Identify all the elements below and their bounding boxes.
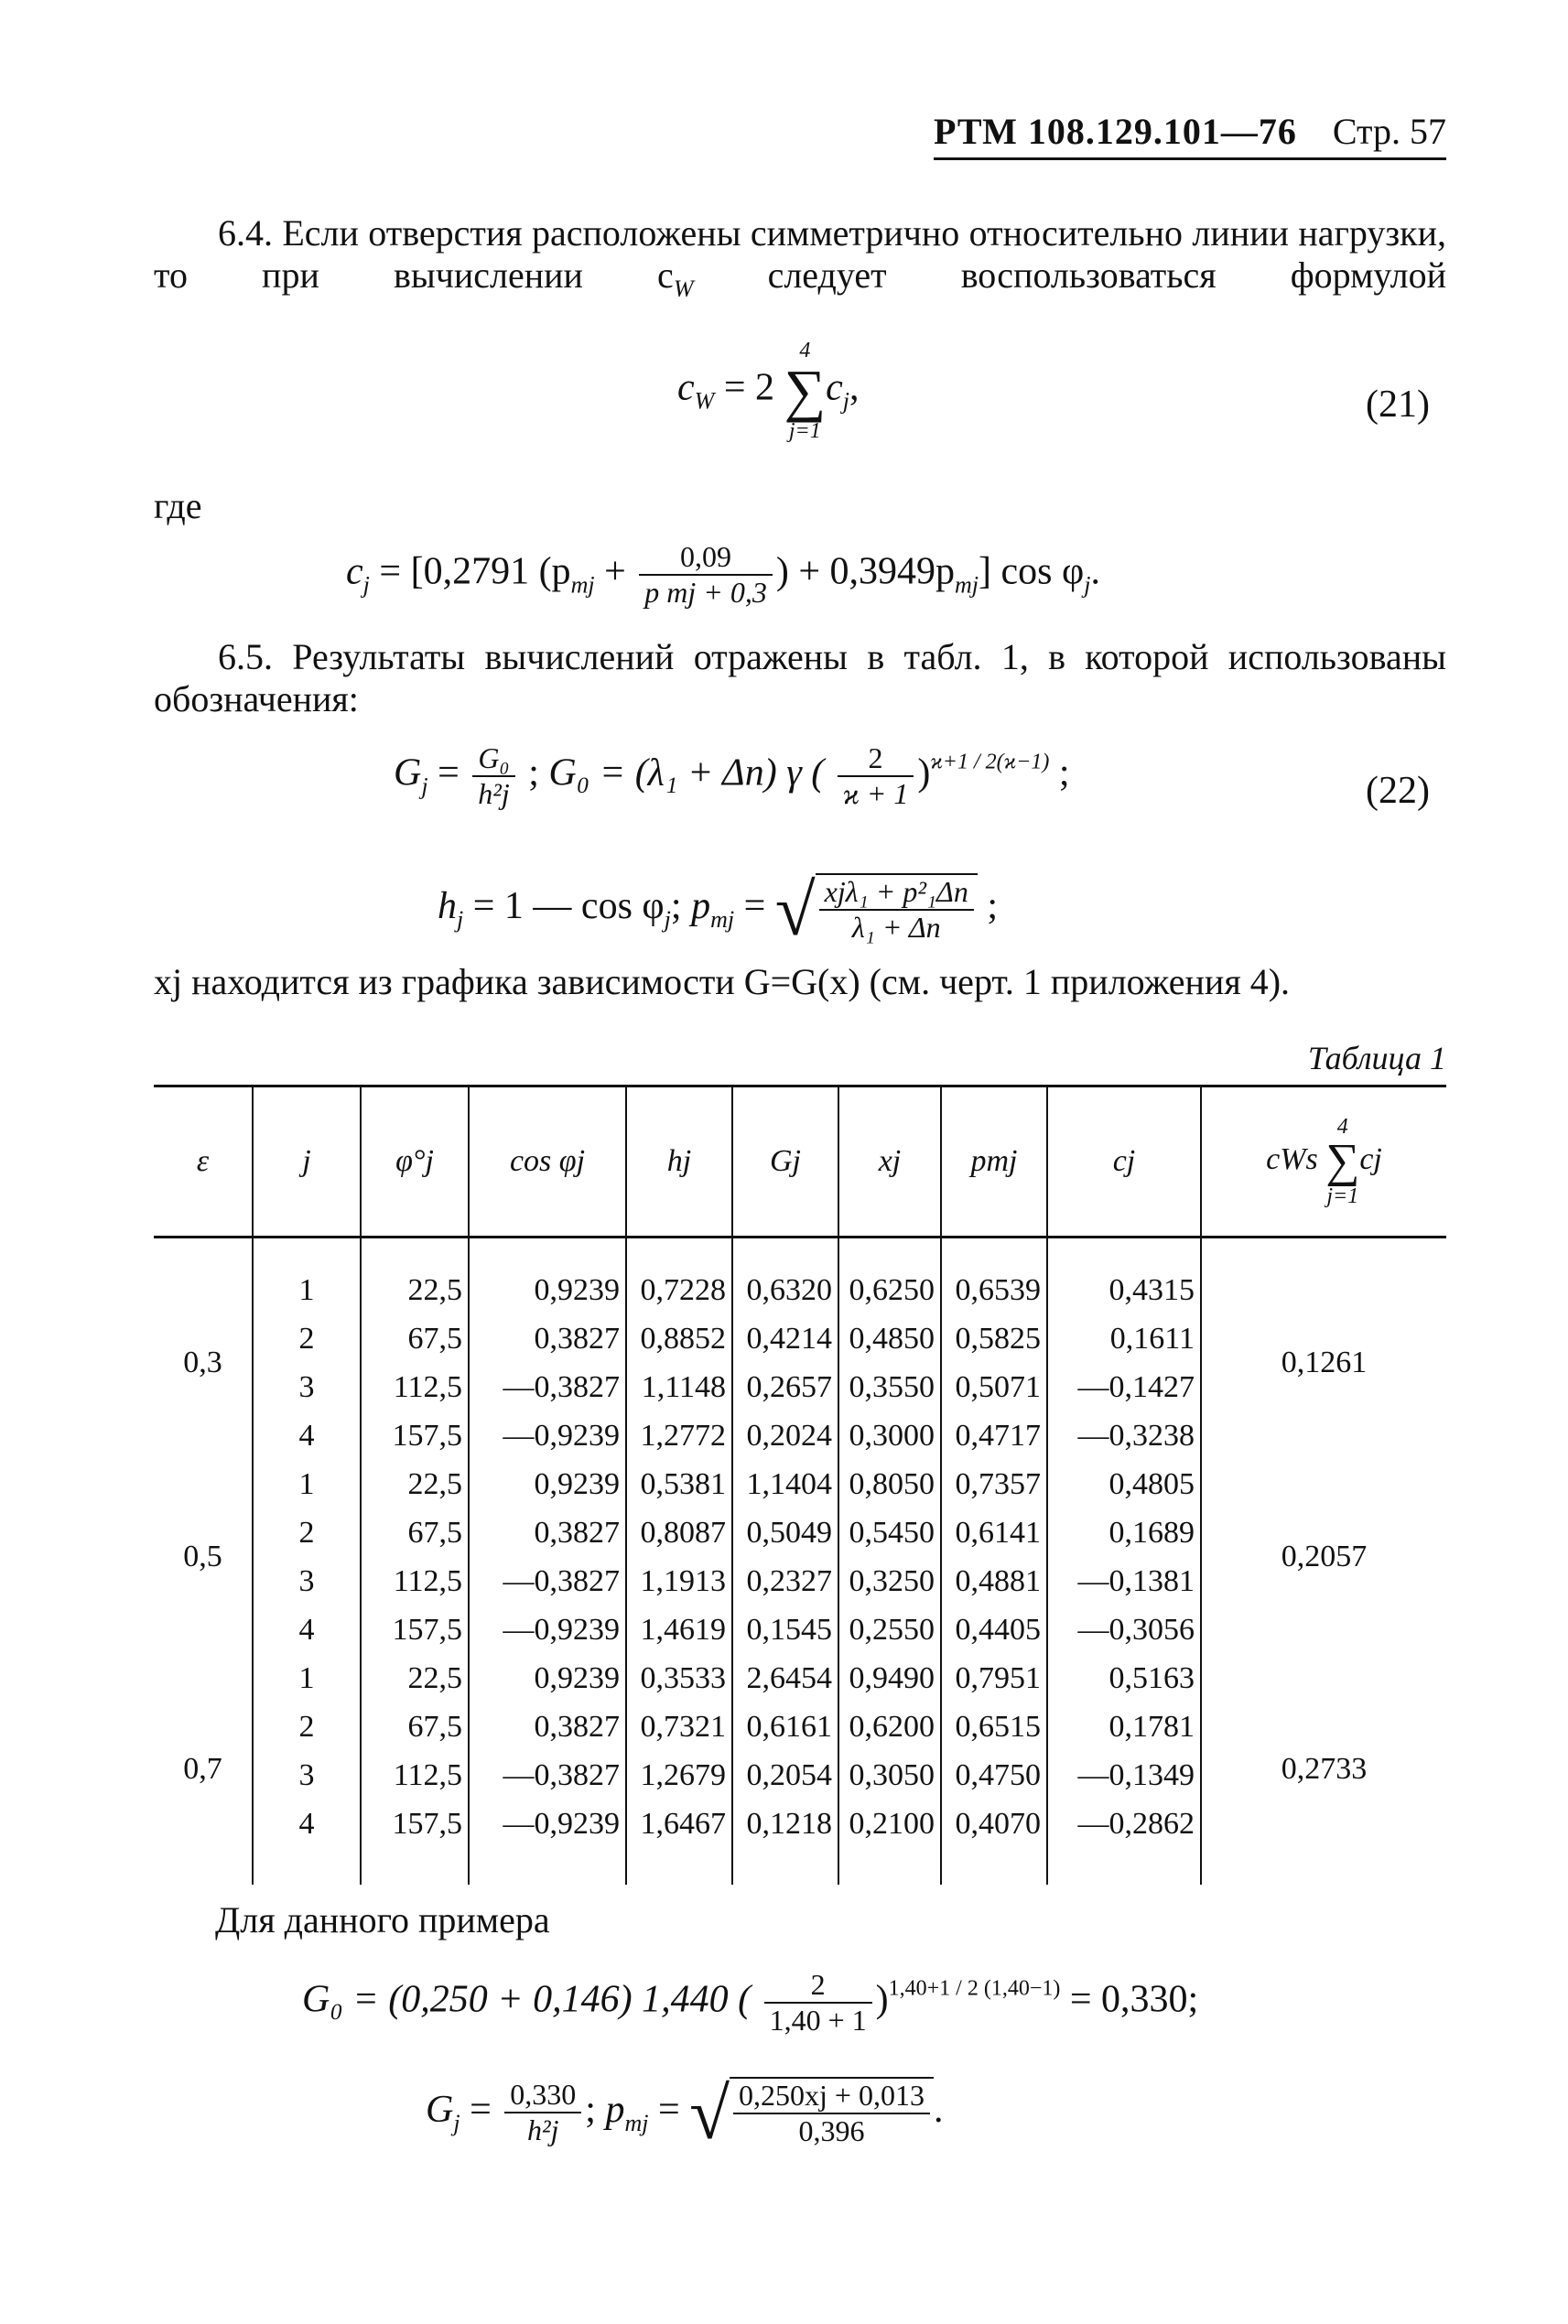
col-phi: φ°j: [361, 1086, 469, 1238]
formula-g0-ex-den: 1,40 + 1: [769, 2004, 867, 2037]
formula-22-fraction-2: [838, 741, 914, 811]
formula-pmj-semi: ;: [977, 885, 998, 927]
col-cw-sum-top: 4: [1336, 1115, 1348, 1139]
formula-21-eq: = 2: [714, 366, 775, 409]
table-cell: —0,9239: [469, 1411, 626, 1460]
table-body: [154, 1238, 1446, 1886]
table-cell: 0,8087: [626, 1508, 732, 1557]
col-cw: [1201, 1086, 1446, 1238]
formula-21-tail: ,: [849, 366, 860, 409]
formula-22-paren: ): [917, 751, 931, 794]
formula-gj-ex-lhs: G: [426, 2089, 454, 2131]
formula-g0-ex-lhs: G₀ = (0,250 + 0,146) 1,440 (: [302, 1978, 752, 2021]
table-cell: —0,3056: [1047, 1605, 1201, 1654]
table-cell: 0,6250: [838, 1238, 941, 1315]
table-cell: 0,9239: [469, 1654, 626, 1702]
table-cell: 0,5825: [941, 1314, 1047, 1363]
formula-gj-ex-sub: j: [453, 2110, 460, 2136]
formula-g0-ex-result: = 0,330;: [1060, 1978, 1199, 2021]
table-cell: —0,1349: [1047, 1751, 1201, 1800]
formula-cj-frac-num: 0,09: [639, 540, 773, 576]
table-cell: 1,1148: [626, 1363, 732, 1411]
col-pmj: pmj: [941, 1086, 1047, 1238]
eps-cell: 0,5: [183, 1540, 222, 1573]
table-cell: 0,4717: [941, 1411, 1047, 1460]
formula-pmj-ex-dot: .: [933, 2089, 944, 2131]
table-cell: 1: [253, 1654, 361, 1702]
formula-cj-rest: ) + 0,3949p: [775, 550, 956, 593]
formula-21-lhs: c: [677, 366, 695, 409]
table-cell: 2: [253, 1702, 361, 1751]
formula-22-gj-sub: j: [421, 773, 428, 800]
formula-cj-frac-den: p mj + 0,3: [644, 576, 767, 609]
table-cell: 1,1404: [732, 1460, 838, 1508]
table-cell: 0,9239: [469, 1460, 626, 1508]
paragraph-6-4-sub: W: [673, 276, 694, 302]
table-cell: 0,5450: [838, 1508, 941, 1557]
table-cell: 1: [253, 1460, 361, 1508]
table-cell: 112,5: [361, 1363, 469, 1411]
table-cell: 1,2679: [626, 1751, 732, 1800]
table-cell: 1,6467: [626, 1800, 732, 1885]
formula-pmj-num: xjλ₁ + p²₁Δn: [819, 875, 974, 911]
table-cell: —0,3827: [469, 1751, 626, 1800]
table-cell: 0,3000: [838, 1411, 941, 1460]
sigma-glyph: ∑: [784, 358, 827, 423]
formula-hj-pmj: [438, 870, 998, 953]
formula-21-lhs-sub: W: [694, 387, 715, 415]
formula-g0-ex-num: 2: [764, 1968, 872, 2004]
where-label: где: [154, 485, 202, 526]
table-cell: 0,2054: [732, 1751, 838, 1800]
table-cell: 3: [253, 1557, 361, 1605]
formula-22-sep: ;: [518, 751, 549, 794]
table-cell: —0,3827: [469, 1363, 626, 1411]
formula-pmj-ex-sub: mj: [624, 2110, 649, 2136]
cw-cell: 0,1261: [1201, 1238, 1446, 1461]
col-gj: Gj: [732, 1086, 838, 1238]
table-cell: 22,5: [361, 1654, 469, 1702]
formula-cj-fraction: [639, 540, 773, 610]
formula-gj-ex-semi: ;: [585, 2089, 606, 2131]
table-cell: —0,3827: [469, 1557, 626, 1605]
table-cell: 2: [253, 1508, 361, 1557]
col-cw-sum: [1325, 1115, 1359, 1208]
table-cell: 0,3827: [469, 1314, 626, 1363]
table-cell: 0,3827: [469, 1508, 626, 1557]
table-cell: 0,5071: [941, 1363, 1047, 1411]
table-cell: 112,5: [361, 1751, 469, 1800]
sum-bottom: j=1: [788, 419, 821, 443]
formula-g0-ex-exponent: 1,40+1 / 2 (1,40−1): [888, 1976, 1061, 2001]
formula-hj-lhs: h: [438, 885, 457, 927]
formula-gj-ex-eq: =: [460, 2089, 502, 2131]
table-cell: 0,4214: [732, 1314, 838, 1363]
sum-top: 4: [799, 339, 811, 362]
table-cell: —0,2862: [1047, 1800, 1201, 1885]
table-cell: 112,5: [361, 1557, 469, 1605]
col-cw-label: cWs: [1266, 1141, 1318, 1176]
paragraph-xj: xj находится из графика зависимости G=G(x) (см. черт. 1 приложения 4).: [154, 961, 1291, 1002]
table-cell: 22,5: [361, 1460, 469, 1508]
formula-cj-dot: .: [1090, 550, 1100, 593]
formula-pmj-ex-fraction: [733, 2079, 930, 2148]
formula-21-term: c: [826, 366, 843, 409]
table-cell: 0,3250: [838, 1557, 941, 1605]
table-cell: 0,2327: [732, 1557, 838, 1605]
table-cell: 0,6320: [732, 1238, 838, 1315]
table-cell: 1,4619: [626, 1605, 732, 1654]
table-cell: 0,1545: [732, 1605, 838, 1654]
col-j: j: [253, 1086, 361, 1238]
table-cell: —0,9239: [469, 1605, 626, 1654]
table-cell: 157,5: [361, 1800, 469, 1885]
sqrt-symbol-example: √: [689, 2074, 730, 2155]
table-cell: 0,2657: [732, 1363, 838, 1411]
formula-cj-end-sub: j: [1084, 571, 1091, 599]
cw-cell: 0,2057: [1201, 1460, 1446, 1654]
paragraph-6-5: 6.5. Результаты вычислений отражены в табл. 1, в которой использованы обозначения:: [154, 636, 1446, 719]
table-cell: 2: [253, 1314, 361, 1363]
page-header: [934, 110, 1446, 153]
table-row: [154, 1654, 1446, 1702]
formula-pmj-ex-den: 0,396: [798, 2114, 865, 2148]
formula-cj-plus: +: [594, 550, 636, 593]
formula-pmj-lhs: p: [691, 885, 711, 927]
col-cw-sigma-glyph: ∑: [1325, 1135, 1360, 1187]
paragraph-6-4: [154, 212, 1446, 310]
formula-22-gj: G: [394, 751, 422, 794]
formula-g0-example: [302, 1968, 1198, 2038]
header-rule: [934, 157, 1446, 160]
table-cell: 0,2024: [732, 1411, 838, 1460]
table-cell: 0,7228: [626, 1238, 732, 1315]
table-cell: 0,1611: [1047, 1314, 1201, 1363]
table-cell: 0,9490: [838, 1654, 941, 1702]
table-cell: 0,3550: [838, 1363, 941, 1411]
table-cell: 157,5: [361, 1605, 469, 1654]
formula-hj-eq-sub: j: [664, 906, 671, 933]
col-cw-sum-bottom: j=1: [1326, 1184, 1359, 1208]
table-cell: 1: [253, 1238, 361, 1315]
table-cell: 0,7951: [941, 1654, 1047, 1702]
equation-number-21: (21): [1366, 384, 1430, 426]
paragraph-6-4-text: 6.4. Если отверстия расположены симметрично относительно линии нагрузки, то при вычислении c: [154, 212, 1446, 296]
table-cell: 0,1781: [1047, 1702, 1201, 1751]
table-cell: 0,6539: [941, 1238, 1047, 1315]
table-cell: 0,1218: [732, 1800, 838, 1885]
table-cell: —0,9239: [469, 1800, 626, 1885]
formula-22-exponent: ϰ+1 / 2(ϰ−1): [930, 750, 1050, 774]
formula-22-f1-den: h²j: [478, 777, 510, 810]
table-cell: 0,7321: [626, 1702, 732, 1751]
table-cell: 0,2550: [838, 1605, 941, 1654]
col-cos-phi: cos φj: [469, 1086, 626, 1238]
table-cell: 0,9239: [469, 1238, 626, 1315]
table-cell: 0,4805: [1047, 1460, 1201, 1508]
formula-pmj-ex-eq: =: [648, 2089, 690, 2131]
formula-22-semi: ;: [1049, 751, 1070, 794]
table-cell: 0,6161: [732, 1702, 838, 1751]
table-cell: —0,3238: [1047, 1411, 1201, 1460]
formula-pmj-den: λ₁ + Δn: [851, 911, 941, 945]
table-row: [154, 1460, 1446, 1508]
formula-cj-end: ] cos φ: [979, 550, 1085, 593]
formula-pmj-fraction: [819, 875, 974, 945]
table-cell: 67,5: [361, 1508, 469, 1557]
formula-gj-ex-fraction: [504, 2078, 581, 2147]
table-caption: Таблица 1: [1307, 1040, 1446, 1076]
table-cell: 0,3827: [469, 1702, 626, 1751]
col-xj: xj: [838, 1086, 941, 1238]
table-cell: 0,1689: [1047, 1508, 1201, 1557]
formula-pmj-eq: =: [734, 885, 775, 927]
table-cell: 0,3533: [626, 1654, 732, 1702]
table-cell: 22,5: [361, 1238, 469, 1315]
formula-gj-example: [426, 2073, 943, 2156]
formula-pmj-ex-lhs: p: [605, 2089, 625, 2131]
table-cell: 67,5: [361, 1314, 469, 1363]
page-number: Стр. 57: [1332, 111, 1446, 152]
table-cell: 0,8050: [838, 1460, 941, 1508]
table-row: [154, 1238, 1446, 1315]
table-cell: 0,4070: [941, 1800, 1047, 1885]
sqrt-body-example: [730, 2077, 934, 2148]
table-cell: 1,2772: [626, 1411, 732, 1460]
table-cell: 67,5: [361, 1702, 469, 1751]
cw-cell: 0,2733: [1201, 1654, 1446, 1885]
table-cell: 0,4315: [1047, 1238, 1201, 1315]
table-cell: 4: [253, 1800, 361, 1885]
table-cell: 0,6515: [941, 1702, 1047, 1751]
sum-symbol: [784, 339, 827, 443]
formula-g0-ex-fraction: [764, 1968, 872, 2038]
table-cell: 3: [253, 1751, 361, 1800]
table-cell: 3: [253, 1363, 361, 1411]
formula-22-eq: =: [427, 751, 470, 794]
formula-cj-rest-sub: mj: [955, 571, 979, 599]
table-header-row: [154, 1086, 1446, 1238]
col-hj: hj: [626, 1086, 732, 1238]
formula-22-f2-den: ϰ + 1: [842, 777, 909, 810]
table-cell: 0,3050: [838, 1751, 941, 1800]
eps-cell: 0,7: [183, 1752, 222, 1786]
equation-number-22: (22): [1366, 770, 1430, 812]
formula-21: [677, 339, 860, 443]
table-cell: 0,5381: [626, 1460, 732, 1508]
formula-22-g0: G₀ = (λ₁ + Δn) γ (: [548, 751, 825, 794]
formula-22-fraction-1: [472, 741, 514, 811]
formula-hj-lhs-sub: j: [457, 906, 464, 933]
col-cw-term: cj: [1359, 1141, 1382, 1176]
results-table: [154, 1085, 1446, 1885]
table-cell: —0,1381: [1047, 1557, 1201, 1605]
table-cell: 0,5049: [732, 1508, 838, 1557]
eps-cell: 0,3: [183, 1346, 222, 1379]
table-cell: 0,4405: [941, 1605, 1047, 1654]
sqrt-body: [816, 873, 978, 945]
formula-gj-ex-den: h²j: [527, 2113, 559, 2147]
table-cell: 0,2100: [838, 1800, 941, 1885]
table-cell: 0,7357: [941, 1460, 1047, 1508]
formula-hj-eq: = 1 — cos φ: [463, 885, 665, 927]
table-cell: 0,6200: [838, 1702, 941, 1751]
formula-pmj-sub: mj: [710, 906, 735, 933]
formula-22-f2-num: 2: [838, 741, 914, 777]
document-number: РТМ 108.129.101—76: [934, 111, 1297, 152]
table-cell: 0,4881: [941, 1557, 1047, 1605]
formula-gj-ex-num: 0,330: [504, 2078, 581, 2113]
formula-cj-eq: = [0,2791 (p: [369, 550, 571, 593]
table-cell: 1,1913: [626, 1557, 732, 1605]
table-cell: 0,8852: [626, 1314, 732, 1363]
formula-g0-ex-paren: ): [875, 1978, 889, 2021]
formula-22-f1-num: G₀: [472, 741, 514, 777]
col-cj: cj: [1047, 1086, 1201, 1238]
table-cell: 4: [253, 1605, 361, 1654]
col-eps: ε: [154, 1086, 253, 1238]
table-cell: 0,4750: [941, 1751, 1047, 1800]
formula-22: [394, 741, 1070, 811]
example-label: Для данного примера: [215, 1899, 550, 1940]
table-cell: 157,5: [361, 1411, 469, 1460]
table-cell: —0,1427: [1047, 1363, 1201, 1411]
table-cell: 0,4850: [838, 1314, 941, 1363]
formula-pmj-ex-num: 0,250xj + 0,013: [733, 2079, 930, 2114]
formula-21-term-sub: j: [842, 387, 850, 415]
table-cell: 2,6454: [732, 1654, 838, 1702]
table-cell: 0,6141: [941, 1508, 1047, 1557]
formula-cj: [346, 540, 1100, 610]
formula-cj-pm-sub: mj: [570, 571, 595, 599]
table-cell: 4: [253, 1411, 361, 1460]
paragraph-6-4-end: следует воспользоваться формулой: [693, 254, 1446, 296]
table-cell: 0,5163: [1047, 1654, 1201, 1702]
sqrt-symbol: √: [774, 870, 816, 951]
formula-cj-lhs: c: [346, 550, 363, 593]
formula-hj-semi: ;: [670, 885, 692, 927]
formula-cj-lhs-sub: j: [362, 571, 370, 599]
